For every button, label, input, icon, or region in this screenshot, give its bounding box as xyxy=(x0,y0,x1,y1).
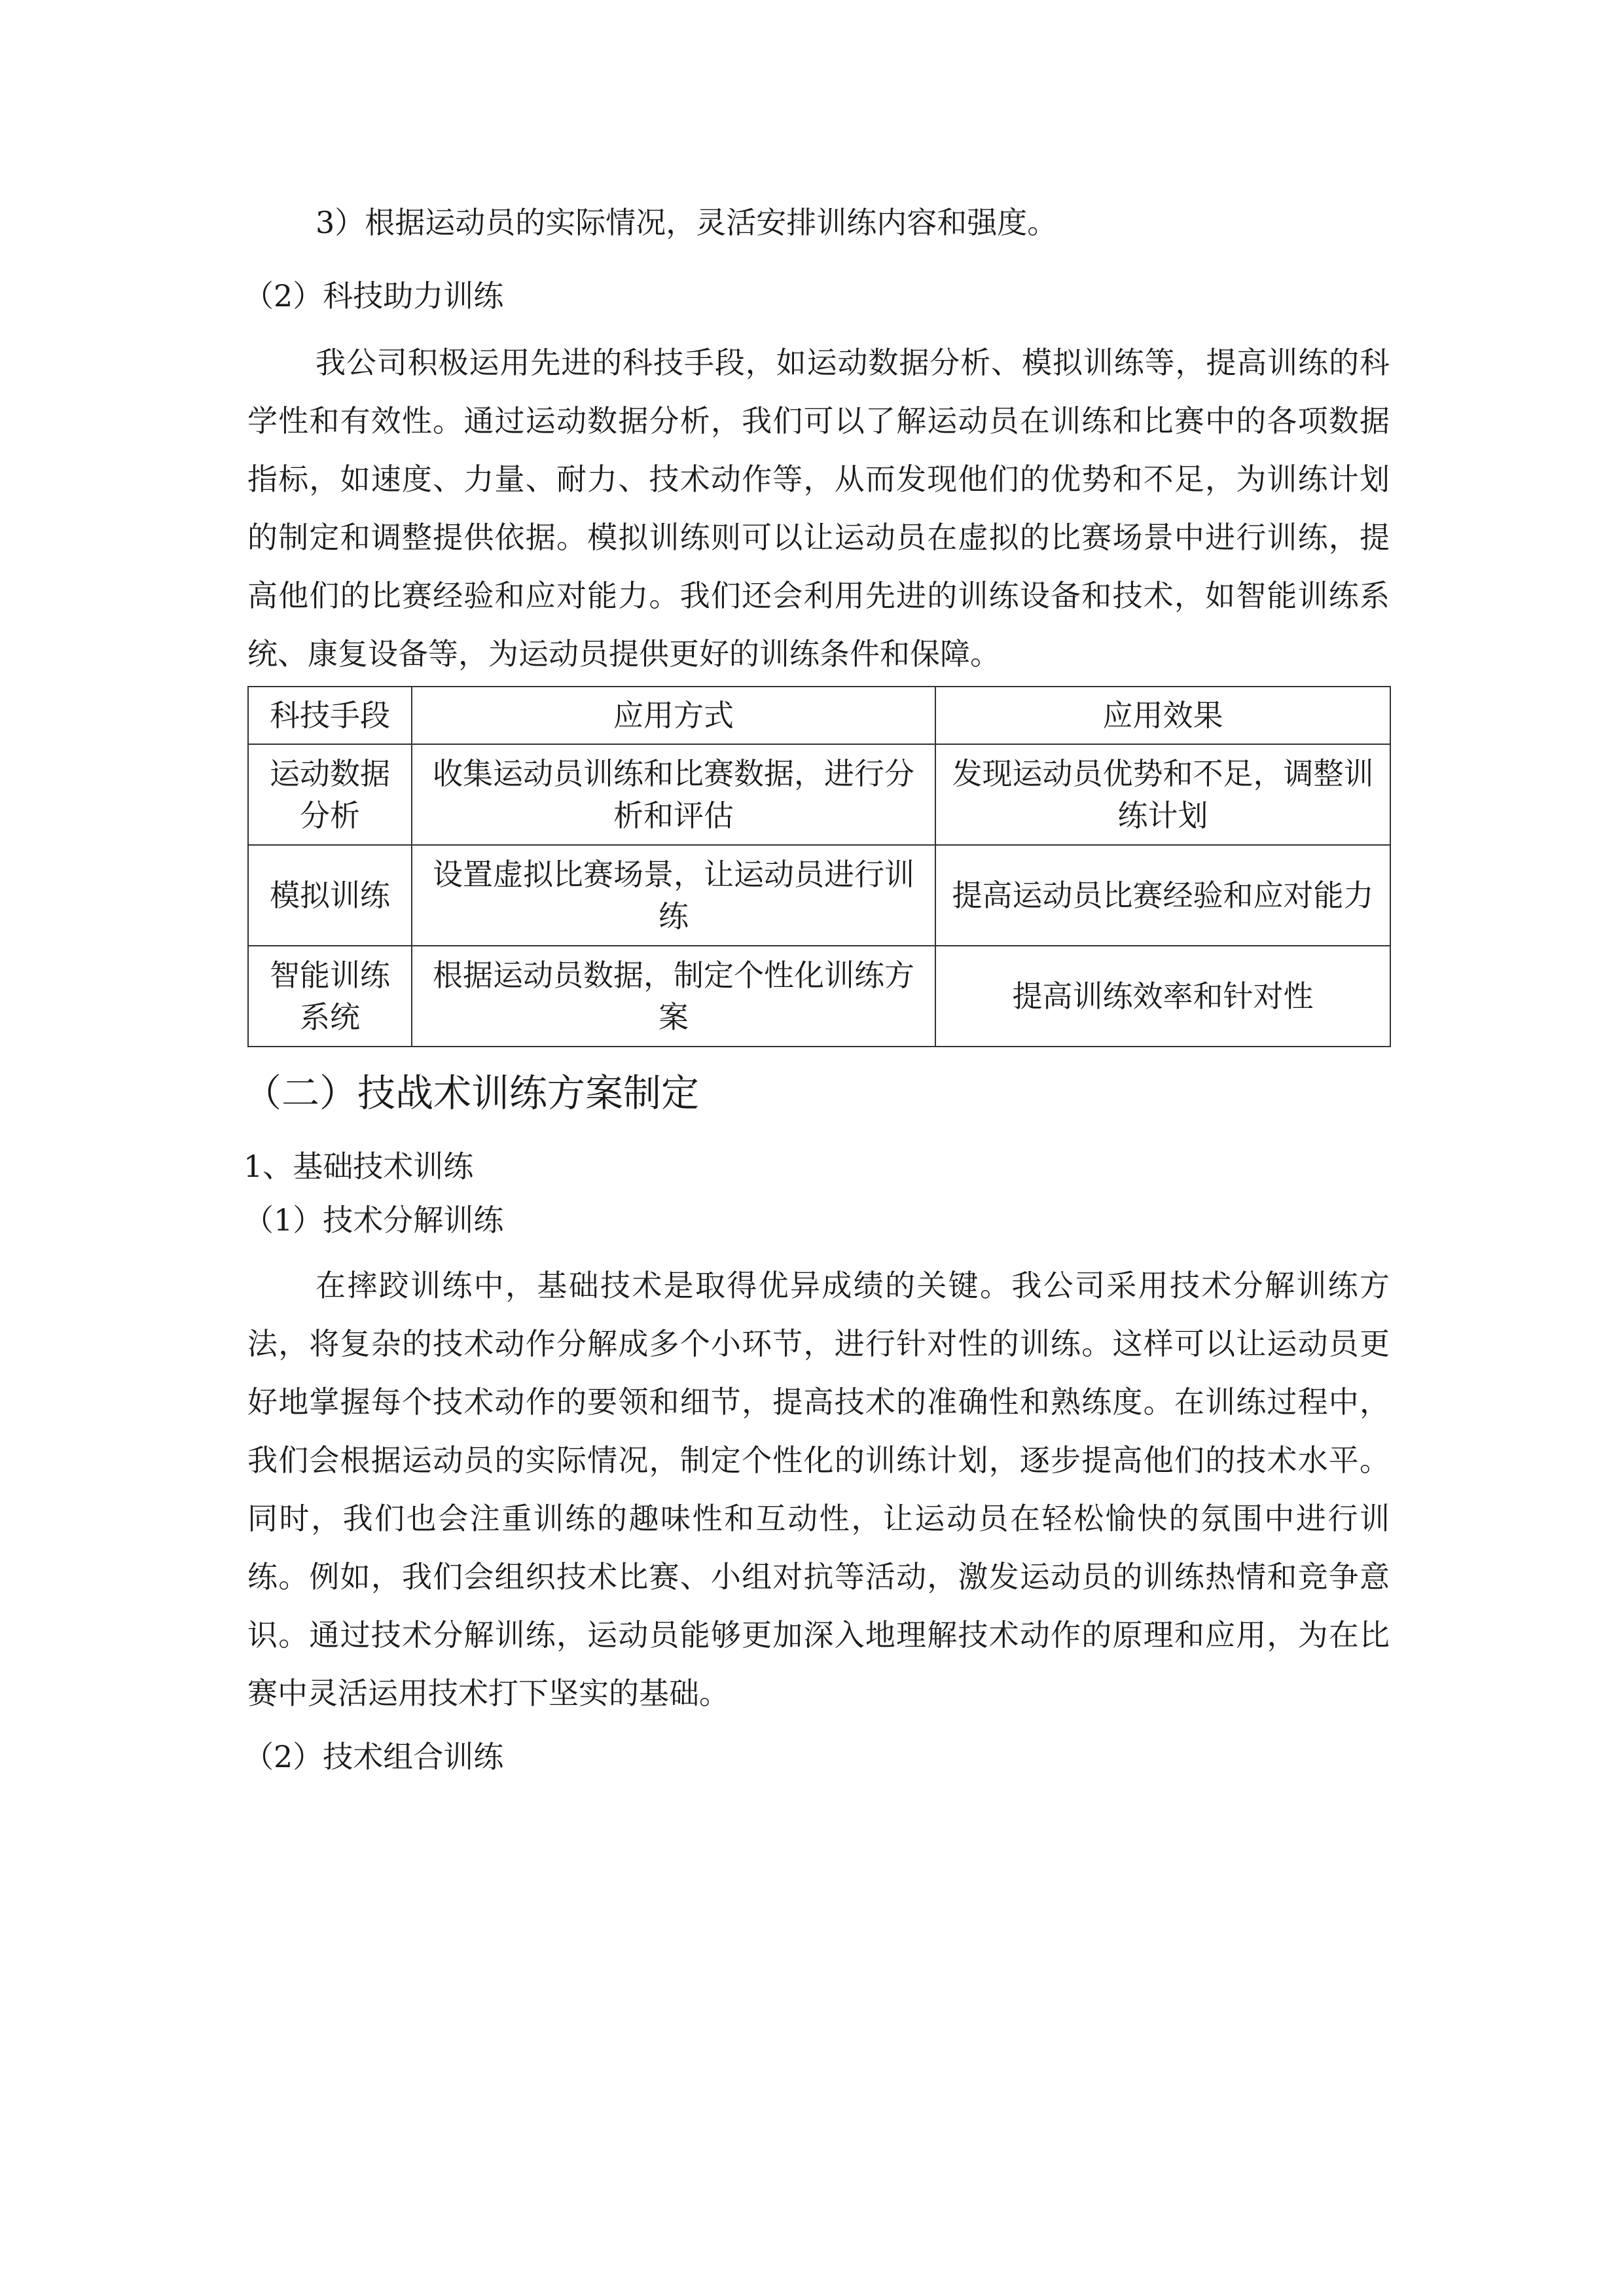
section-title-technique-decomposition: （1）技术分解训练 xyxy=(244,1202,504,1238)
table-cell: 智能训练系统 xyxy=(248,946,412,1047)
table-cell: 发现运动员优势和不足，调整训练计划 xyxy=(935,744,1390,845)
table-cell: 模拟训练 xyxy=(248,845,412,946)
section-heading-tactics-plan: （二）技战术训练方案制定 xyxy=(244,1071,700,1115)
document-page xyxy=(244,203,1390,1776)
section-title-tech-assisted-training: （2）科技助力训练 xyxy=(244,278,504,314)
table-cell: 设置虚拟比赛场景，让运动员进行训练 xyxy=(412,845,935,946)
table-header-row xyxy=(248,687,1390,744)
table-header-cell: 应用方式 xyxy=(412,687,935,744)
paragraph-tech-assisted-training: 我公司积极运用先进的科技手段，如运动数据分析、模拟训练等，提高训练的科学性和有效性。通过运动数据分析，我们可以了解运动员在训练和比赛中的各项数据指标，如速度、力量、耐力、技术动作等，从而发现他们的优势和不足，为训练计划的制定和调整提供依据。模拟训练则可以让运动员在虚拟的比赛场景中进行训练，提高他们的比赛经验和应对能力。我们还会利用先进的训练设备和技术，如智能训练系统、康复设备等，为运动员提供更好的训练条件和保障。 xyxy=(247,345,1390,672)
table-cell: 提高训练效率和针对性 xyxy=(935,946,1390,1047)
table-header-cell: 科技手段 xyxy=(248,687,412,744)
subsection-heading-basic-technique: 1、基础技术训练 xyxy=(244,1149,474,1184)
paragraph-technique-decomposition: 在摔跤训练中，基础技术是取得优异成绩的关键。我公司采用技术分解训练方法，将复杂的技术动作分解成多个小环节，进行针对性的训练。这样可以让运动员更好地掌握每个技术动作的要领和细节，提高技术的准确性和熟练度。在训练过程中，我们会根据运动员的实际情况，制定个性化的训练计划，逐步提高他们的技术水平。同时，我们也会注重训练的趣味性和互动性，让运动员在轻松愉快的氛围中进行训练。例如，我们会组织技术比赛、小组对抗等活动，激发运动员的训练热情和竞争意识。通过技术分解训练，运动员能够更加深入地理解技术动作的原理和应用，为在比赛中灵活运用技术打下坚实的基础。 xyxy=(247,1268,1390,1711)
table-cell: 收集运动员训练和比赛数据，进行分析和评估 xyxy=(412,744,935,845)
table-cell: 运动数据分析 xyxy=(248,744,412,845)
table-cell: 根据运动员数据，制定个性化训练方案 xyxy=(412,946,935,1047)
list-item-3: 3）根据运动员的实际情况，灵活安排训练内容和强度。 xyxy=(316,205,1058,240)
tech-methods-table xyxy=(247,686,1391,1047)
table-cell: 提高运动员比赛经验和应对能力 xyxy=(935,845,1390,946)
table-header-cell: 应用效果 xyxy=(935,687,1390,744)
section-title-technique-combination: （2）技术组合训练 xyxy=(244,1739,504,1774)
table-row xyxy=(248,744,1390,845)
table-row xyxy=(248,946,1390,1047)
table-row xyxy=(248,845,1390,946)
